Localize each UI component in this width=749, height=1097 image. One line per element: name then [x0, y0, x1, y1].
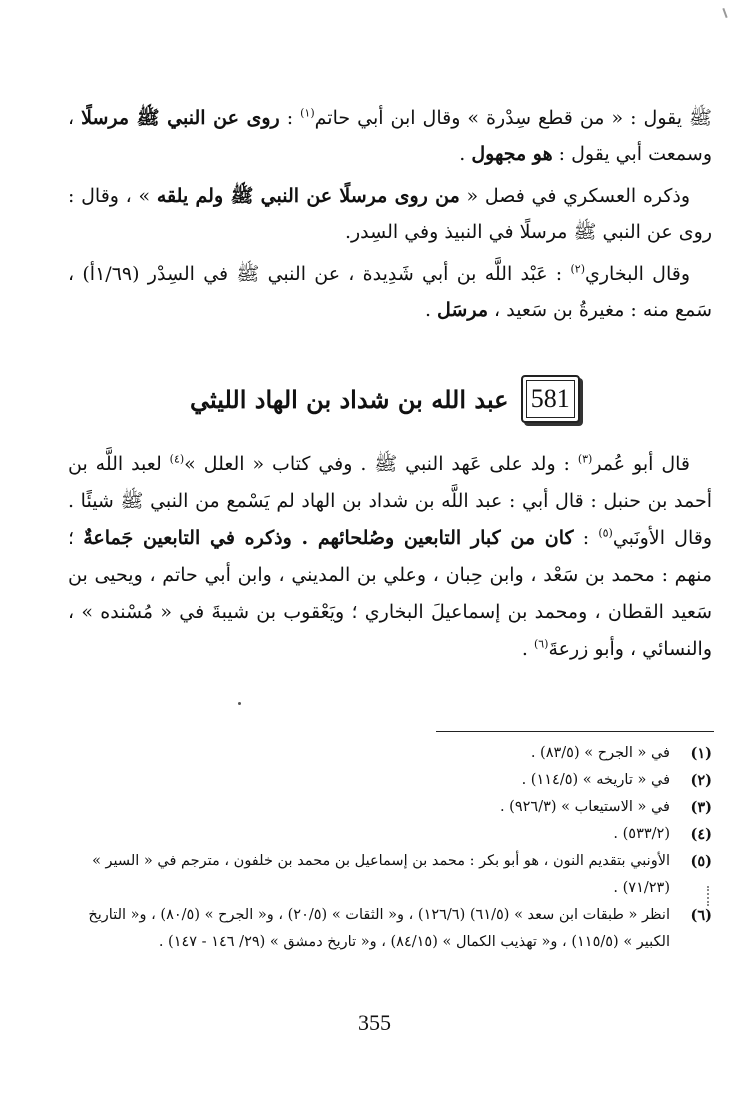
footnote-2 [68, 767, 712, 794]
footnote-3 [68, 794, 712, 821]
text-span: وقال البخاري [584, 263, 690, 285]
entry-title: عبد الله بن شداد بن الهاد الليثي [190, 384, 509, 414]
text-span: لعبد اللَّه بن أحمد بن حنبل : قال أبي : عبد اللَّه بن شداد بن الهاد لم يَسْمع من النبي ﷺ شيئًا . وقال الأونَبي [68, 453, 712, 549]
entry-paragraph [68, 446, 712, 668]
text-span: » ، وقال : روى عن النبي ﷺ مرسلًا في النبيذ وفي السِدر. [68, 185, 712, 243]
footnote-number: (٤) [690, 826, 712, 843]
footnote-ref[interactable]: (١) [300, 106, 315, 120]
top-text-block [68, 100, 712, 334]
text-span: : ولد على عَهد النبي ﷺ . وفي كتاب « العلل » [184, 453, 578, 475]
footnote-text: (٥٣٣/٢) . [613, 826, 670, 842]
footnotes [68, 740, 712, 956]
entry-body [68, 446, 712, 674]
footnote-number: (١) [690, 745, 712, 762]
bold-text: كان من كبار التابعين وصُلحائهم . وذكره في التابعين جَماعةٌ [83, 527, 574, 549]
text-span: ﷺ يقول : « من قطع سِدْرة » وقال ابن أبي حاتم [314, 107, 712, 129]
scan-mark [722, 8, 727, 18]
text-span: ، وسمعت أبي يقول : [68, 107, 712, 165]
footnote-text: في « الجرح » (٨٣/٥) . [530, 745, 670, 761]
entry-heading [190, 366, 580, 432]
footnote-divider [436, 731, 714, 732]
footnote-4 [68, 821, 712, 848]
entry-number-box: 581 [521, 375, 580, 423]
text-span: . [459, 143, 472, 165]
footnote-text: في « تاريخه » (١١٤/٥) . [521, 772, 670, 788]
text-span: . [424, 299, 438, 321]
paragraph-1 [68, 100, 712, 172]
footnote-text: الأونبي بتقديم النون ، هو أبو بكر : محمد بن إسماعيل بن محمد بن خلفون ، مترجم في « السير » (٧١/٢٣) . [92, 853, 670, 896]
text-span: . [521, 638, 534, 660]
margin-mark [707, 886, 711, 906]
text-span: قال أبو عُمر [592, 453, 690, 475]
bold-text: مرسَل [437, 299, 489, 321]
footnote-number: (٣) [690, 799, 712, 816]
footnote-6 [68, 902, 712, 956]
bold-text: من روى مرسلًا عن النبي ﷺ ولم يلقه [156, 185, 460, 207]
footnote-ref[interactable]: (٣) [577, 452, 593, 466]
page-number: 355 [358, 1010, 391, 1035]
footnote-text: انظر « طبقات ابن سعد » (٦١/٥) (١٢٦/٦) ، و« الثقات » (٢٠/٥) ، و« الجرح » (٨٠/٥) ، و« التاريخ الكبير » (١١٥/٥) ، و« تهذيب الكمال » (٨٤/١٥) ، و« تاريخ دمشق » (٢٩/ ١٤٦ - ١٤٧) . [88, 907, 670, 950]
stray-dot [238, 702, 241, 705]
bold-text: روى عن النبي ﷺ مرسلًا [81, 107, 280, 129]
footnote-number: (٦) [690, 907, 712, 924]
footnote-number: (٥) [690, 853, 712, 870]
footnote-ref[interactable]: (٢) [570, 262, 585, 276]
text-span: : [279, 107, 301, 129]
footnote-number: (٢) [690, 772, 712, 789]
paragraph-2 [68, 178, 712, 250]
text-span: ؛ منهم : محمد بن سَعْد ، وابن حِبان ، وعلي بن المديني ، وابن أبي حاتم ، ويحيى بن سَعيد القطان ، ومحمد بن إسماعيلَ البخاري ؛ ويَعْقوب بن شيبةَ في « مُسْنده » ، والنسائي ، وأبو زرعةَ [68, 527, 712, 660]
footnote-text: في « الاستيعاب » (٩٢٦/٣) . [499, 799, 670, 815]
footnote-5 [68, 848, 712, 902]
bold-text: هو مجهول [471, 143, 553, 165]
text-span: وذكره العسكري في فصل « [459, 185, 691, 207]
text-span: : عَبْد اللَّه بن أبي شَدِيدة ، عن النبي ﷺ في السِدْر (١/٦٩أ) ، سَمع منه : مغيرةُ بن سَعيد ، [68, 263, 712, 321]
footnote-ref[interactable]: (٤) [169, 452, 185, 466]
footnote-1 [68, 740, 712, 767]
footnote-ref[interactable]: (٦) [533, 637, 549, 651]
text-span: : [573, 527, 599, 549]
footnote-ref[interactable]: (٥) [598, 526, 613, 540]
paragraph-3 [68, 256, 712, 328]
